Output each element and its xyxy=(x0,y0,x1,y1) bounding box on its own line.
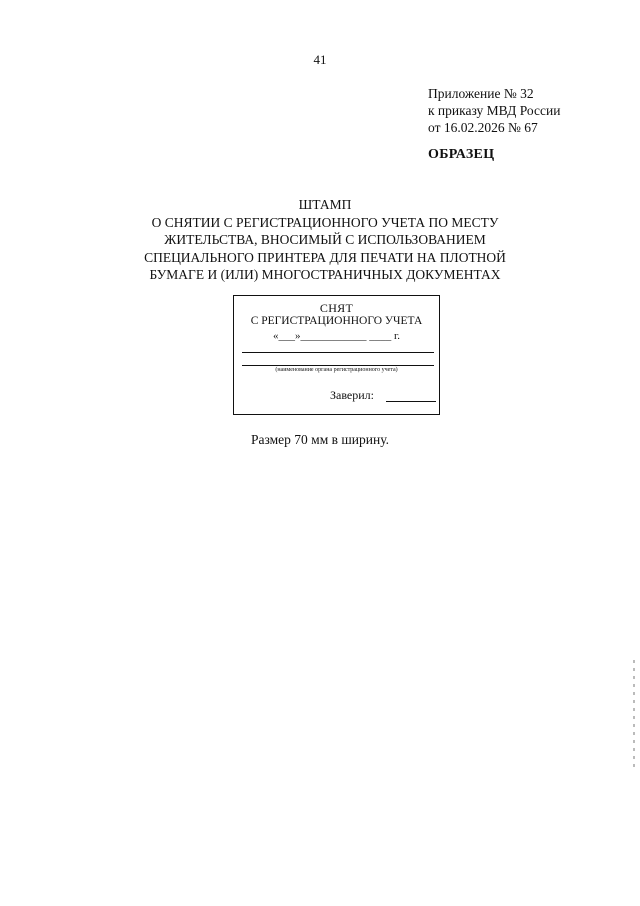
org-name-caption: (наименование органа регистрационного учета) xyxy=(275,367,398,373)
appendix-line-2: к приказу МВД России xyxy=(428,103,561,118)
signature-line xyxy=(386,401,436,402)
title-line: ЖИТЕЛЬСТВА, ВНОСИМЫЙ С ИСПОЛЬЗОВАНИЕМ xyxy=(164,232,486,248)
appendix-line-3: от 16.02.2026 № 67 xyxy=(428,120,538,135)
size-note: Размер 70 мм в ширину. xyxy=(251,432,389,447)
sample-label: ОБРАЗЕЦ xyxy=(428,147,495,162)
org-name-line xyxy=(242,352,434,353)
stamp-heading: СНЯТ xyxy=(319,301,354,315)
appendix-reference xyxy=(428,85,560,136)
document-title xyxy=(100,196,550,284)
stamp-subheading: С РЕГИСТРАЦИОННОГО УЧЕТА xyxy=(250,315,423,327)
page-number: 41 xyxy=(313,52,327,67)
stamp-date-line: «___»____________ ____ г. xyxy=(272,330,401,342)
org-name-line-2 xyxy=(242,365,434,366)
scan-edge-marks xyxy=(633,660,635,770)
title-line: СПЕЦИАЛЬНОГО ПРИНТЕРА ДЛЯ ПЕЧАТИ НА ПЛОТНОЙ xyxy=(144,249,506,265)
appendix-line-1: Приложение № 32 xyxy=(428,86,534,101)
certified-label: Заверил: xyxy=(330,388,375,402)
title-line: О СНЯТИИ С РЕГИСТРАЦИОННОГО УЧЕТА ПО МЕСТУ xyxy=(151,214,499,230)
title-line: ШТАМП xyxy=(298,197,352,212)
title-line: БУМАГЕ И (ИЛИ) МНОГОСТРАНИЧНЫХ ДОКУМЕНТАХ xyxy=(149,267,501,283)
stamp-frame xyxy=(233,295,440,415)
